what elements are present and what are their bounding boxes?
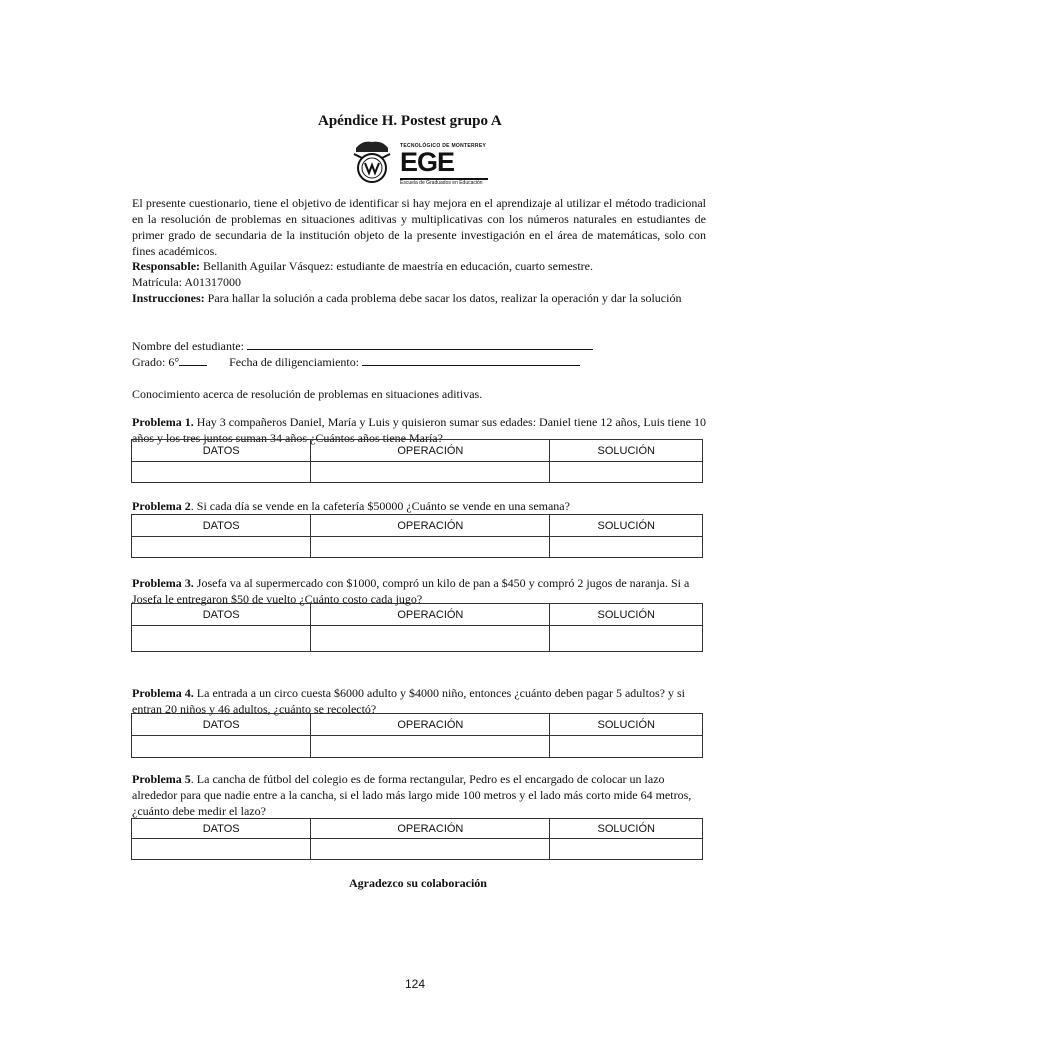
header-datos: DATOS [132, 440, 311, 462]
header-solucion: SOLUCIÓN [550, 604, 703, 626]
date-field[interactable] [362, 354, 580, 366]
answer-cell-datos[interactable] [132, 537, 311, 558]
intro-paragraph: El presente cuestionario, tiene el objetivo de identificar si hay mejora en el aprendizaje al utilizar el método tradicional en la resolución de problemas en situaciones aditivas y multiplicativas con los números naturales en estudiantes de primer grado de secundaria de la institución objeto de la presente investigación en el área de matemáticas, solo con fines académicos. [132, 196, 706, 258]
logo-top-text: TECNOLÓGICO DE MONTERREY [400, 143, 487, 149]
problem-3-table [131, 603, 703, 652]
header-operacion: OPERACIÓN [311, 440, 550, 462]
header-operacion: OPERACIÓN [311, 819, 550, 839]
answer-cell-operacion[interactable] [311, 839, 550, 860]
problem-4-table [131, 713, 703, 758]
institution-logo [352, 138, 492, 186]
problem-1-table [131, 439, 703, 483]
section-heading: Conocimiento acerca de resolución de problemas en situaciones aditivas. [132, 387, 483, 401]
instructions-paragraph [132, 290, 706, 306]
header-operacion: OPERACIÓN [311, 515, 550, 537]
instructions-text: Para hallar la solución a cada problema debe sacar los datos, realizar la operación y dar la solución [204, 291, 682, 305]
problem-5-table [131, 818, 703, 860]
problem-2-label: Problema 2 [132, 499, 191, 513]
student-name-label: Nombre del estudiante: [132, 339, 244, 353]
problem-2 [132, 498, 706, 514]
answer-cell-solucion[interactable] [550, 462, 703, 483]
instructions-label: Instrucciones: [132, 291, 205, 305]
answer-cell-datos[interactable] [132, 626, 311, 652]
problem-2-table [131, 514, 703, 558]
answer-cell-operacion[interactable] [311, 736, 550, 758]
header-operacion: OPERACIÓN [311, 604, 550, 626]
problem-4-text: La entrada a un circo cuesta $6000 adulto y $4000 niño, entonces ¿cuánto deben pagar 5 adultos? y si entran 20 niños y 46 adultos, ¿cuánto se recolectó? [132, 686, 685, 716]
header-solucion: SOLUCIÓN [550, 714, 703, 736]
problem-5 [132, 771, 706, 819]
student-name-row [132, 338, 593, 354]
problem-5-text: . La cancha de fútbol del colegio es de forma rectangular, Pedro es el encargado de colocar un lazo alrededor para que nadie entre a la cancha, si el lado más largo mide 100 metros y el lado más corto mide 64 metros, ¿cuánto debe medir el lazo? [132, 772, 692, 818]
header-datos: DATOS [132, 515, 311, 537]
problem-1-label: Problema 1. [132, 415, 194, 429]
answer-cell-solucion[interactable] [550, 839, 703, 860]
matricula-line: Matrícula: A01317000 [132, 275, 241, 289]
date-label: Fecha de diligenciamiento: [229, 355, 360, 369]
grade-date-row [132, 354, 580, 370]
header-solucion: SOLUCIÓN [550, 819, 703, 839]
responsable-label: Responsable: [132, 259, 201, 273]
seal-icon [352, 138, 392, 186]
header-datos: DATOS [132, 604, 311, 626]
problem-2-text: . Si cada día se vende en la cafetería $50000 ¿Cuánto se vende en una semana? [190, 499, 570, 513]
problem-5-label: Problema 5 [132, 772, 191, 786]
header-datos: DATOS [132, 819, 311, 839]
logo-brand: EGE [400, 147, 455, 177]
answer-cell-solucion[interactable] [550, 626, 703, 652]
grade-field[interactable] [179, 354, 207, 366]
header-operacion: OPERACIÓN [311, 714, 550, 736]
answer-cell-operacion[interactable] [311, 626, 550, 652]
grade-label: Grado: 6° [132, 355, 180, 369]
page-number: 124 [405, 977, 426, 991]
answer-cell-solucion[interactable] [550, 537, 703, 558]
problem-4-label: Problema 4. [132, 686, 194, 700]
problem-3-text: Josefa va al supermercado con $1000, compró un kilo de pan a $450 y compró 2 jugos de naranja. Si a Josefa le entregaron $50 de vuelto ¿Cuánto costo cada jugo? [132, 576, 690, 606]
student-name-field[interactable] [247, 338, 593, 350]
closing-text: Agradezco su colaboración [349, 876, 487, 890]
answer-cell-datos[interactable] [132, 839, 311, 860]
answer-cell-datos[interactable] [132, 462, 311, 483]
header-solucion: SOLUCIÓN [550, 515, 703, 537]
answer-cell-datos[interactable] [132, 736, 311, 758]
answer-cell-solucion[interactable] [550, 736, 703, 758]
responsable-line [132, 258, 593, 274]
answer-cell-operacion[interactable] [311, 462, 550, 483]
logo-subtitle: Escuela de Graduados en Educación [400, 180, 483, 186]
answer-cell-operacion[interactable] [311, 537, 550, 558]
problem-3-label: Problema 3. [132, 576, 194, 590]
header-datos: DATOS [132, 714, 311, 736]
header-solucion: SOLUCIÓN [550, 440, 703, 462]
responsable-text: Bellanith Aguilar Vásquez: estudiante de maestría en educación, cuarto semestre. [200, 259, 593, 273]
problem-1-text: Hay 3 compañeros Daniel, María y Luis y quisieron sumar sus edades: Daniel tiene 12 años, Luis tiene 10 años y los tres juntos suman 34 años ¿Cuántos años tiene María? [132, 415, 706, 445]
page-title: Apéndice H. Postest grupo A [318, 113, 502, 129]
